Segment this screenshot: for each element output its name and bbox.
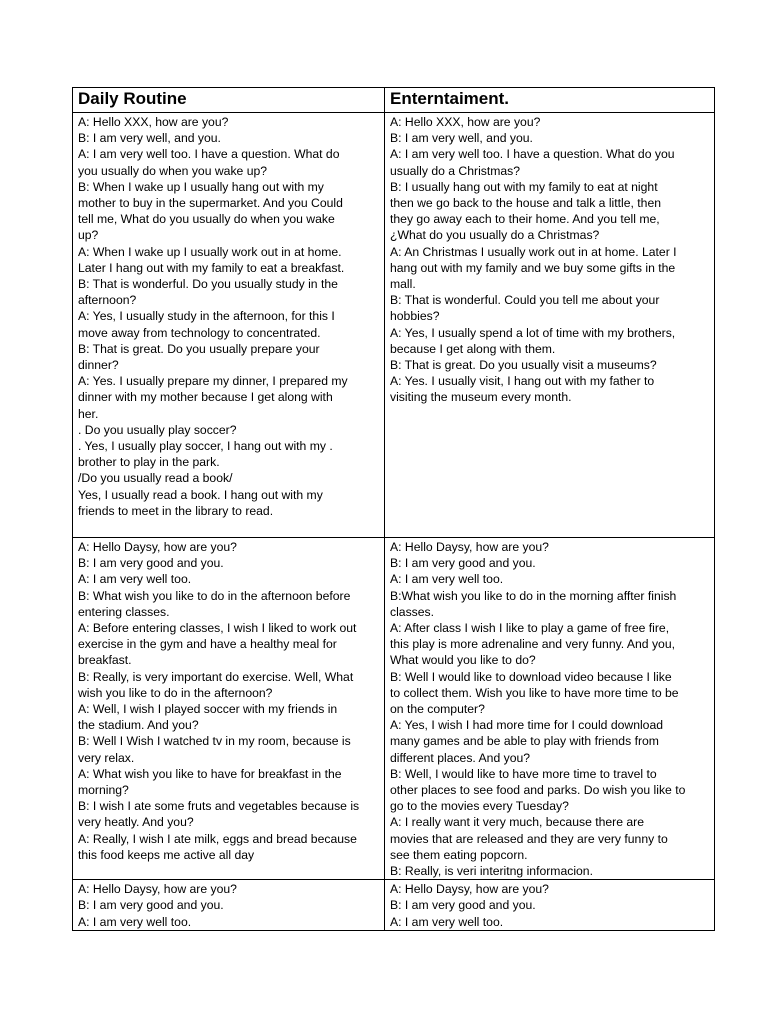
dialogue-line: very heatly. And you? <box>78 815 194 830</box>
dialogue-line: tell me, What do you usually do when you wake <box>78 212 335 227</box>
dialogue-line: A: Hello XXX, how are you? <box>78 115 229 129</box>
dialogue-line: B: Well I Wish I watched tv in my room, because is <box>78 734 351 749</box>
dialogue-line: friends to meet in the library to read. <box>78 503 274 518</box>
dialogue-line: very relax. <box>78 750 135 765</box>
dialogue-line: her. <box>78 406 99 421</box>
dialogue-line: this food keeps me active all day <box>78 847 255 862</box>
dialogue-line: many games and be able to play with friends from <box>390 734 659 749</box>
dialogue-line: A: An Christmas I usually work out in at home. Later I <box>390 244 677 259</box>
dialogue-line: A: Hello Daysy, how are you? <box>390 540 549 554</box>
dialogue-line: B:What wish you like to do in the morning affter finish <box>390 588 677 603</box>
table-row <box>73 538 715 880</box>
dialogue-line: afternoon? <box>78 293 137 308</box>
dialogue-line: movies that are released and they are very funny to <box>390 831 668 846</box>
dialogue-line: B: When I wake up I usually hang out with my <box>78 179 324 194</box>
table-header-row <box>73 88 715 113</box>
dialogue-line: /Do you usually read a book/ <box>78 471 233 486</box>
dialogue-line: B: I am very good and you. <box>390 556 536 571</box>
dialogue-line: . Yes, I usually play soccer, I hang out with my . <box>78 439 333 454</box>
dialogue-line: What would you like to do? <box>390 653 536 668</box>
dialogue-line: A: I am very well too. <box>78 914 192 929</box>
dialogue-cell-right <box>385 880 715 931</box>
dialogue-line: B: Really, is veri interitng informacion. <box>390 864 593 879</box>
dialogue-line: morning? <box>78 783 129 798</box>
dialogue-line: A: Hello XXX, how are you? <box>390 115 541 129</box>
dialogue-line: mall. <box>390 277 416 292</box>
dialogue-line: on the computer? <box>390 702 485 717</box>
header-entertainment: Enterntaiment. <box>385 88 715 113</box>
dialogue-line: A: Really, I wish I ate milk, eggs and bread because <box>78 831 357 846</box>
table-row <box>73 113 715 538</box>
dialogue-line: Yes, I usually read a book. I hang out with my <box>78 487 323 502</box>
dialogue-line: A: I am very well too. <box>78 572 192 587</box>
dialogue-line: because I get along with them. <box>390 341 556 356</box>
dialogue-line: exercise in the gym and have a healthy meal for <box>78 637 337 652</box>
header-daily-routine: Daily Routine <box>73 88 385 113</box>
dialogue-line: A: Yes. I usually visit, I hang out with my father to <box>390 374 655 389</box>
dialogue-line: B: That is great. Do you usually visit a museums? <box>390 358 657 373</box>
dialogue-line: see them eating popcorn. <box>390 847 528 862</box>
dialogue-line: entering classes. <box>78 604 170 619</box>
table-row <box>73 880 715 931</box>
dialogue-line: you usually do when you wake up? <box>78 163 268 178</box>
dialogue-line: dinner with my mother because I get along with <box>78 390 333 405</box>
dialogue-line: different places. And you? <box>390 750 531 765</box>
dialogue-line: B: I am very well, and you. <box>78 131 221 146</box>
dialogue-line: B: I am very good and you. <box>78 898 224 913</box>
dialogue-line: to collect them. Wish you like to have more time to be <box>390 685 679 700</box>
dialogue-cell-left <box>73 113 385 538</box>
dialogue-line: hobbies? <box>390 309 440 324</box>
dialogue-line: visiting the museum every month. <box>390 390 572 405</box>
dialogue-line: A: I am very well too. I have a question. What do <box>78 147 340 162</box>
dialogue-line: other places to see food and parks. Do wish you like to <box>390 783 686 798</box>
dialogue-cell-left <box>73 538 385 880</box>
dialogue-line: A: When I wake up I usually work out in at home. <box>78 244 342 259</box>
dialogue-line: this play is more adrenaline and very funny. And you, <box>390 637 675 652</box>
dialogue-line: B: Well, I would like to have more time to travel to <box>390 766 657 781</box>
dialogue-line: A: Hello Daysy, how are you? <box>78 882 237 897</box>
dialogue-line: A: What wish you like to have for breakfast in the <box>78 766 342 781</box>
dialogue-line: B: That is great. Do you usually prepare your <box>78 341 320 356</box>
dialogue-line: mother to buy in the supermarket. And you Could <box>78 196 343 211</box>
dialogue-line: breakfast. <box>78 653 132 668</box>
dialogue-line: classes. <box>390 604 435 619</box>
dialogue-line: A: I really want it very much, because there are <box>390 815 645 830</box>
dialogue-line: A: I am very well too. <box>390 914 504 929</box>
dialogue-line: A: Well, I wish I played soccer with my friends in <box>78 702 338 717</box>
dialogue-line: B: I usually hang out with my family to eat at night <box>390 179 658 194</box>
dialogue-cell-right <box>385 538 715 880</box>
dialogue-line: the stadium. And you? <box>78 718 199 733</box>
dialogue-line: A: Hello Daysy, how are you? <box>78 540 237 554</box>
dialogue-line: A: Before entering classes, I wish I liked to work out <box>78 621 357 636</box>
dialogue-line: A: Yes, I wish I had more time for I could download <box>390 718 664 733</box>
dialogue-line: A: Yes, I usually spend a lot of time with my brothers, <box>390 325 676 340</box>
dialogue-line: A: I am very well too. I have a question. What do you <box>390 147 675 162</box>
dialogue-line: then we go back to the house and talk a little, then <box>390 196 662 211</box>
dialogue-line: dinner? <box>78 358 119 373</box>
dialogue-line: B: That is wonderful. Could you tell me about your <box>390 293 660 308</box>
dialogue-line: they go away each to their home. And you tell me, <box>390 212 660 227</box>
dialogue-line: B: Really, is very important do exercise. Well, What <box>78 669 354 684</box>
dialogue-line: ¿What do you usually do a Christmas? <box>390 228 600 243</box>
dialogue-line: . Do you usually play soccer? <box>78 422 237 437</box>
dialogue-table <box>72 87 715 931</box>
dialogue-line: B: I am very good and you. <box>78 556 224 571</box>
dialogue-line: A: Yes. I usually prepare my dinner, I prepared my <box>78 374 348 389</box>
dialogue-line: Later I hang out with my family to eat a breakfast. <box>78 260 345 275</box>
dialogue-line: A: After class I wish I like to play a game of free fire, <box>390 621 670 636</box>
dialogue-line: B: I am very well, and you. <box>390 131 533 146</box>
dialogue-line: up? <box>78 228 99 243</box>
dialogue-line: A: I am very well too. <box>390 572 504 587</box>
dialogue-line: B: I am very good and you. <box>390 898 536 913</box>
dialogue-line: brother to play in the park. <box>78 455 220 470</box>
dialogue-cell-right <box>385 113 715 538</box>
dialogue-line: A: Yes, I usually study in the afternoon, for this I <box>78 309 335 324</box>
dialogue-line: usually do a Christmas? <box>390 163 521 178</box>
dialogue-line: B: What wish you like to do in the afternoon before <box>78 588 351 603</box>
dialogue-line: go to the movies every Tuesday? <box>390 799 569 814</box>
dialogue-line: B: That is wonderful. Do you usually study in the <box>78 277 338 292</box>
dialogue-line: wish you like to do in the afternoon? <box>78 685 273 700</box>
dialogue-cell-left <box>73 880 385 931</box>
dialogue-line: B: I wish I ate some fruts and vegetables because is <box>78 799 360 814</box>
dialogue-line: B: Well I would like to download video because I like <box>390 669 672 684</box>
dialogue-line: move away from technology to concentrated. <box>78 325 321 340</box>
dialogue-line: hang out with my family and we buy some gifts in the <box>390 260 676 275</box>
dialogue-line: A: Hello Daysy, how are you? <box>390 882 549 897</box>
